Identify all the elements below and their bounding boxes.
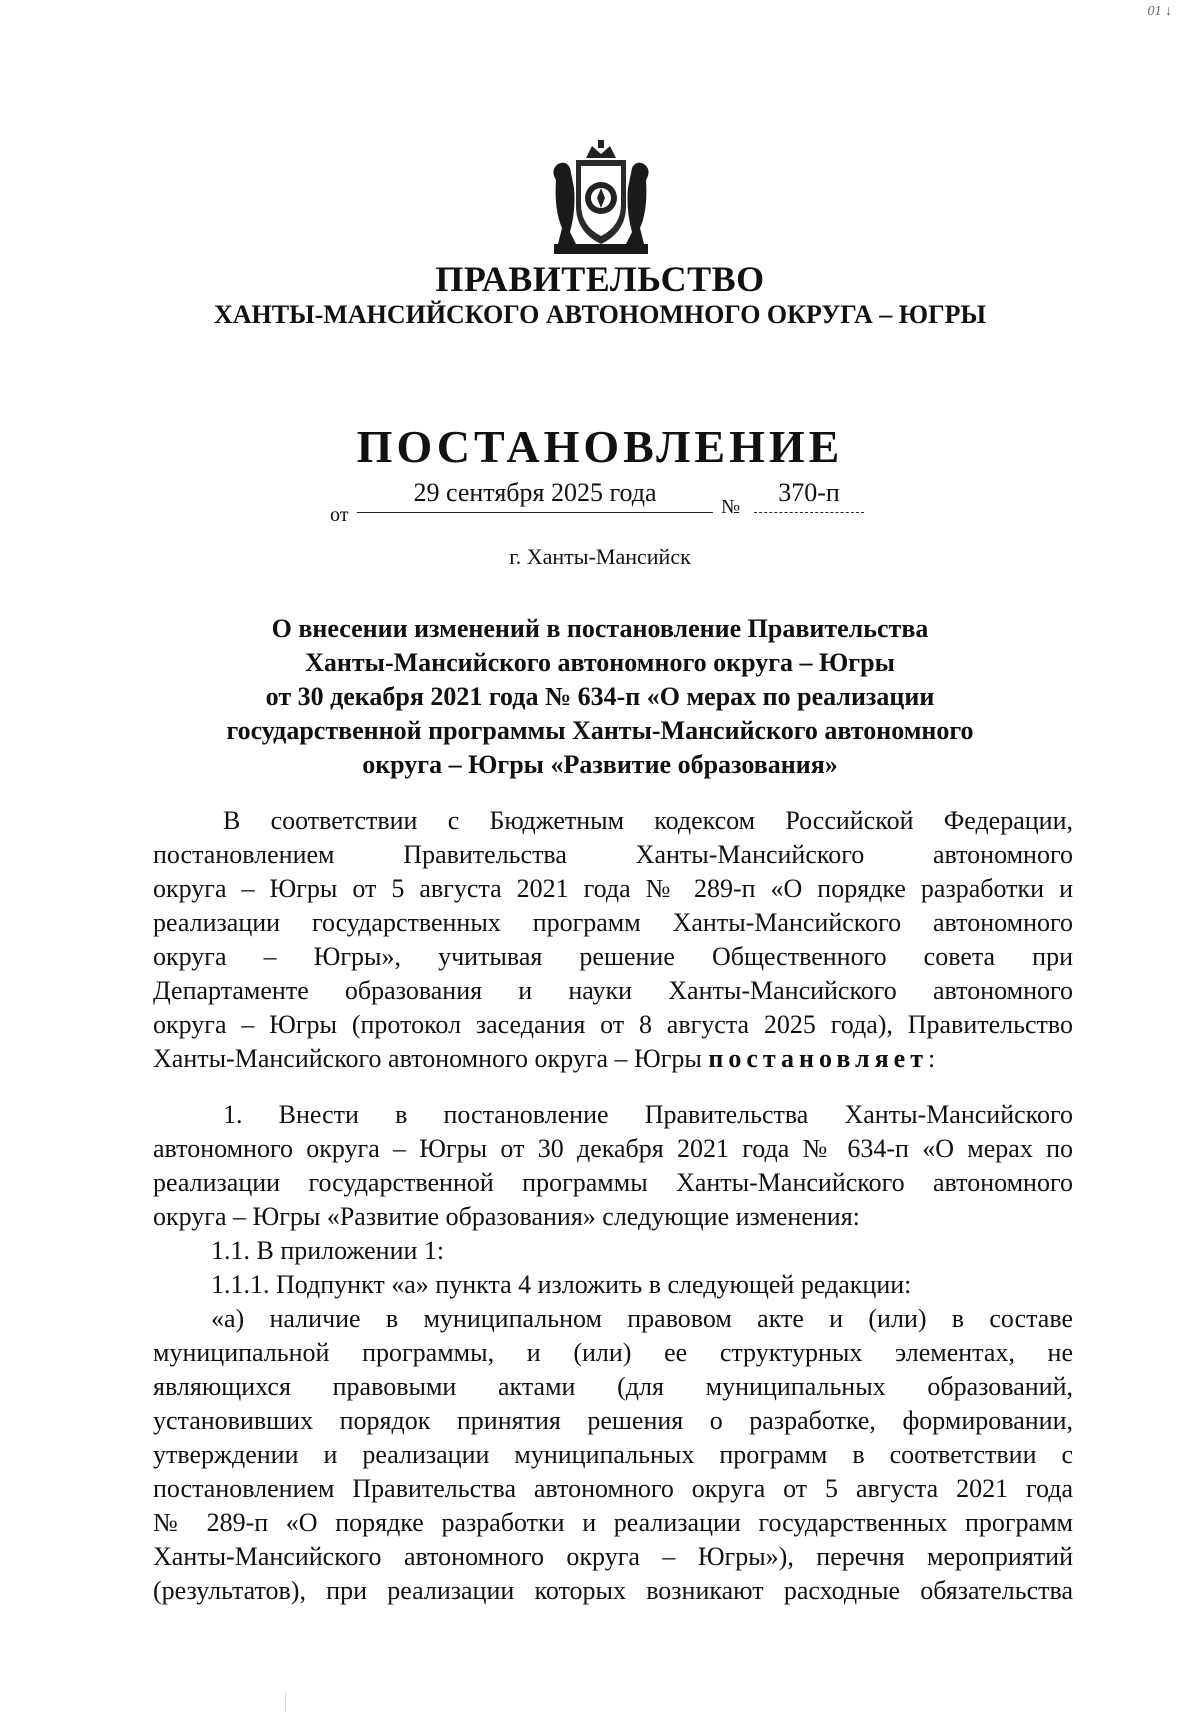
preamble-line: округа – Югры от 5 августа 2021 года № 289-п «О порядке разработки и [153, 874, 1073, 903]
item-a-line: установивших порядок принятия решения о разработке, формировании, [153, 1406, 1073, 1435]
subject-line: округа – Югры «Развитие образования» [362, 750, 838, 779]
item-line: 1. Внести в постановление Правительства Ханты-Мансийского [223, 1100, 1073, 1129]
preamble-paragraph [153, 804, 1073, 1076]
government-title: ПРАВИТЕЛЬСТВО [435, 259, 765, 299]
scan-artifact [285, 1692, 286, 1712]
document-number: 370-п [754, 478, 864, 513]
corner-mark: 01 ↓ [1147, 4, 1172, 19]
item-a-line: утверждении и реализации муниципальных программ в соответствии с [153, 1440, 1073, 1469]
item-1-1-1: 1.1.1. Подпункт «а» пункта 4 изложить в следующей редакции: [211, 1270, 912, 1299]
item-a-line: «а) наличие в муниципальном правовом акте и (или) в составе [211, 1304, 1073, 1333]
coat-of-arms-emblem [548, 140, 654, 258]
government-region: ХАНТЫ-МАНСИЙСКОГО АВТОНОМНОГО ОКРУГА – ЮГРЫ [213, 300, 987, 329]
item-line: автономного округа – Югры от 30 декабря 2021 года № 634-п «О мерах по [153, 1134, 1073, 1163]
subject-line: государственной программы Ханты-Мансийского автономного [226, 716, 974, 745]
preamble-last-text: Ханты-Мансийского автономного округа – Югры [153, 1044, 702, 1073]
item-line: округа – Югры «Развитие образования» следующие изменения: [153, 1202, 860, 1231]
preamble-last-line [153, 1042, 1073, 1076]
subject-line: О внесении изменений в постановление Правительства [271, 614, 929, 643]
item-a-line: муниципальной программы, и (или) ее структурных элементах, не [153, 1338, 1073, 1367]
document-date: 29 сентября 2025 года [357, 478, 713, 513]
preamble-line: В соответствии с Бюджетным кодексом Российской Федерации, [223, 806, 1073, 835]
subject-line: Ханты-Мансийского автономного округа – Югры [305, 648, 895, 677]
item-a-line: постановлением Правительства автономного округа от 5 августа 2021 года [153, 1474, 1073, 1503]
decree-colon: : [927, 1044, 936, 1073]
item-1-1: 1.1. В приложении 1: [211, 1236, 445, 1265]
item-line: реализации государственной программы Ханты-Мансийского автономного [153, 1168, 1073, 1197]
item-a-line: Ханты-Мансийского автономного округа – Югры»), перечня мероприятий [153, 1542, 1073, 1571]
decree-word: постановляет [708, 1044, 928, 1073]
preamble-line: округа – Югры», учитывая решение Общественного совета при [153, 942, 1073, 971]
item-1-paragraph [153, 1098, 1073, 1608]
subject-line: от 30 декабря 2021 года № 634-п «О мерах по реализации [265, 682, 935, 711]
preamble-line: округа – Югры (протокол заседания от 8 августа 2025 года), Правительство [153, 1010, 1073, 1039]
item-a-line: № 289-п «О порядке разработки и реализации государственных программ [153, 1508, 1073, 1537]
document-type: ПОСТАНОВЛЕНИЕ [356, 421, 844, 472]
preamble-line: постановлением Правительства Ханты-Мансийского автономного [153, 840, 1073, 869]
date-prefix: от [330, 504, 349, 526]
document-subject [150, 612, 1050, 782]
number-sign: № [721, 496, 741, 518]
preamble-line: Департаменте образования и науки Ханты-Мансийского автономного [153, 976, 1073, 1005]
item-a-line: (результатов), при реализации которых возникают расходные обязательства [153, 1576, 1073, 1605]
item-a-line: являющихся правовыми актами (для муниципальных образований, [153, 1372, 1073, 1401]
document-city: г. Ханты-Мансийск [509, 544, 691, 569]
preamble-line: реализации государственных программ Ханты-Мансийского автономного [153, 908, 1073, 937]
